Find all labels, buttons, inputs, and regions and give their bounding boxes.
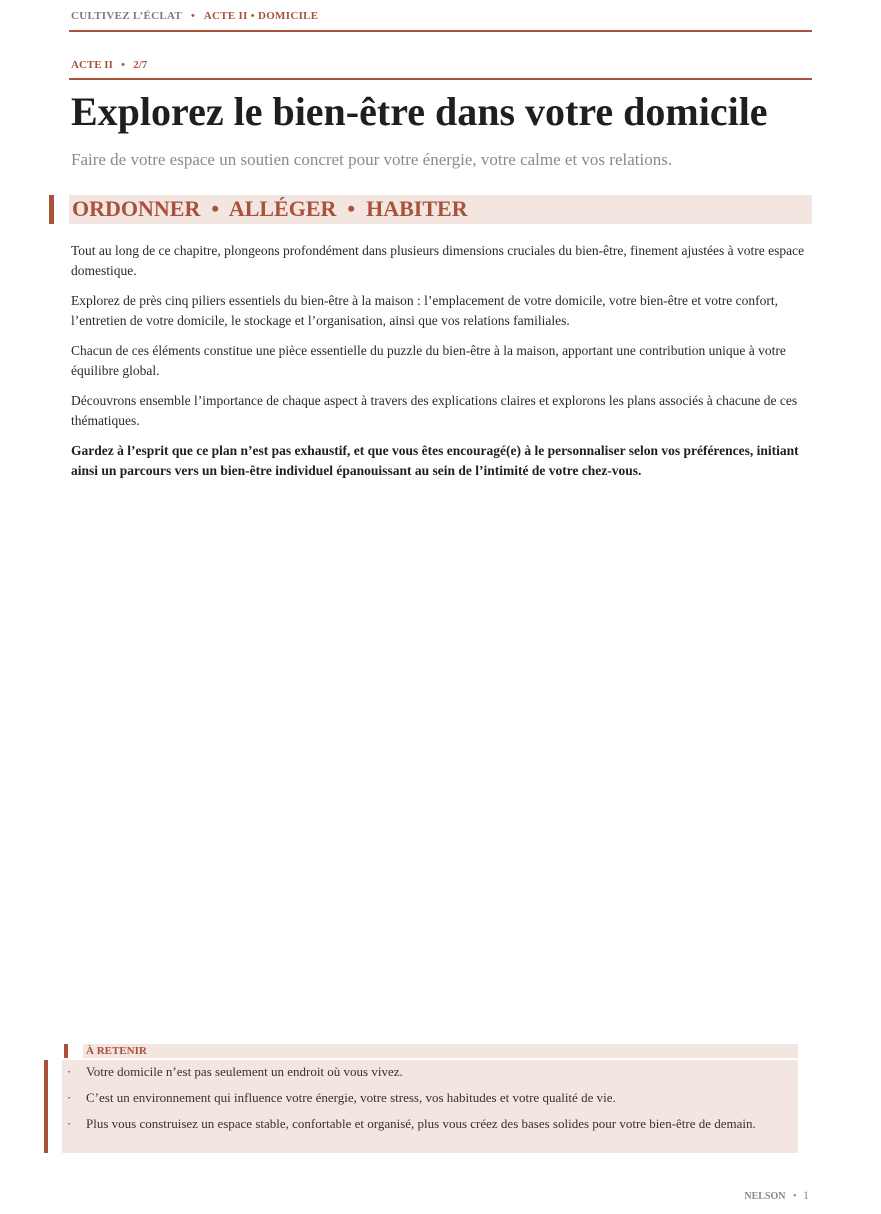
page-subtitle: Faire de votre espace un soutien concret pour votre énergie, votre calme et vos relations. xyxy=(71,150,673,169)
list-item-text: Votre domicile n’est pas seulement un endroit où vous vivez. xyxy=(86,1064,403,1079)
header-rule xyxy=(69,30,812,32)
breadcrumb-separator: • xyxy=(121,59,125,71)
list-item xyxy=(62,1114,798,1133)
band-accent-bar xyxy=(49,195,54,224)
breadcrumb xyxy=(71,59,147,71)
footer-separator: • xyxy=(792,1191,797,1202)
title-rule xyxy=(69,78,812,80)
body-text xyxy=(71,241,811,491)
retain-list xyxy=(62,1062,798,1140)
retain-title-background xyxy=(83,1044,798,1058)
footer-author: NELSON xyxy=(744,1191,786,1202)
breadcrumb-act: ACTE II xyxy=(71,59,113,71)
paragraph: Découvrons ensemble l’importance de chaque aspect à travers des explications claires et explorons les plans associés à chacune de ces thématiques. xyxy=(71,393,798,428)
page-title: Explorez le bien-être dans votre domicile xyxy=(71,89,768,134)
keywords-band xyxy=(69,195,812,224)
bullet-icon: · xyxy=(67,1116,72,1131)
paragraph-emphasis: Gardez à l’esprit que ce plan n’est pas exhaustif, et que vous êtes encouragé(e) à le personnaliser selon vos préférences, initiant ainsi un parcours vers un bien-être individuel épanouissant au sein de l’intimité de votre chez-vous. xyxy=(71,443,799,478)
breadcrumb-page: 2/7 xyxy=(133,59,148,71)
list-item xyxy=(62,1062,798,1081)
retain-box-accent xyxy=(44,1060,48,1153)
book-title: CULTIVEZ L’ÉCLAT xyxy=(71,10,182,22)
header-separator: • xyxy=(191,10,196,22)
keywords-text: ORDONNER • ALLÉGER • HABITER xyxy=(72,196,468,221)
section-label: ACTE II • DOMICILE xyxy=(203,10,319,22)
retain-title: À RETENIR xyxy=(86,1045,147,1057)
running-header xyxy=(71,10,811,22)
page-footer xyxy=(744,1188,809,1203)
list-item xyxy=(62,1088,798,1107)
list-item-text: Plus vous construisez un espace stable, confortable et organisé, plus vous créez des bases solides pour votre bien-être de demain. xyxy=(86,1116,756,1131)
bullet-icon: · xyxy=(67,1064,72,1079)
bullet-icon: · xyxy=(67,1090,72,1105)
paragraph: Chacun de ces éléments constitue une pièce essentielle du puzzle du bien-être à la maison, apportant une contribution unique à votre équilibre global. xyxy=(71,343,786,378)
page-number: 1 xyxy=(803,1188,809,1202)
list-item-text: C’est un environnement qui influence votre énergie, votre stress, vos habitudes et votre qualité de vie. xyxy=(86,1090,616,1105)
paragraph: Tout au long de ce chapitre, plongeons profondément dans plusieurs dimensions cruciales du bien-être, finement ajustées à votre espace domestique. xyxy=(71,243,805,278)
paragraph: Explorez de près cinq piliers essentiels du bien-être à la maison : l’emplacement de votre domicile, votre bien-être et votre confort, l’entretien de votre domicile, le stockage et l’organisation, ainsi que vos relations familiales. xyxy=(71,293,778,328)
retain-box xyxy=(62,1060,798,1153)
retain-title-accent xyxy=(64,1044,68,1058)
